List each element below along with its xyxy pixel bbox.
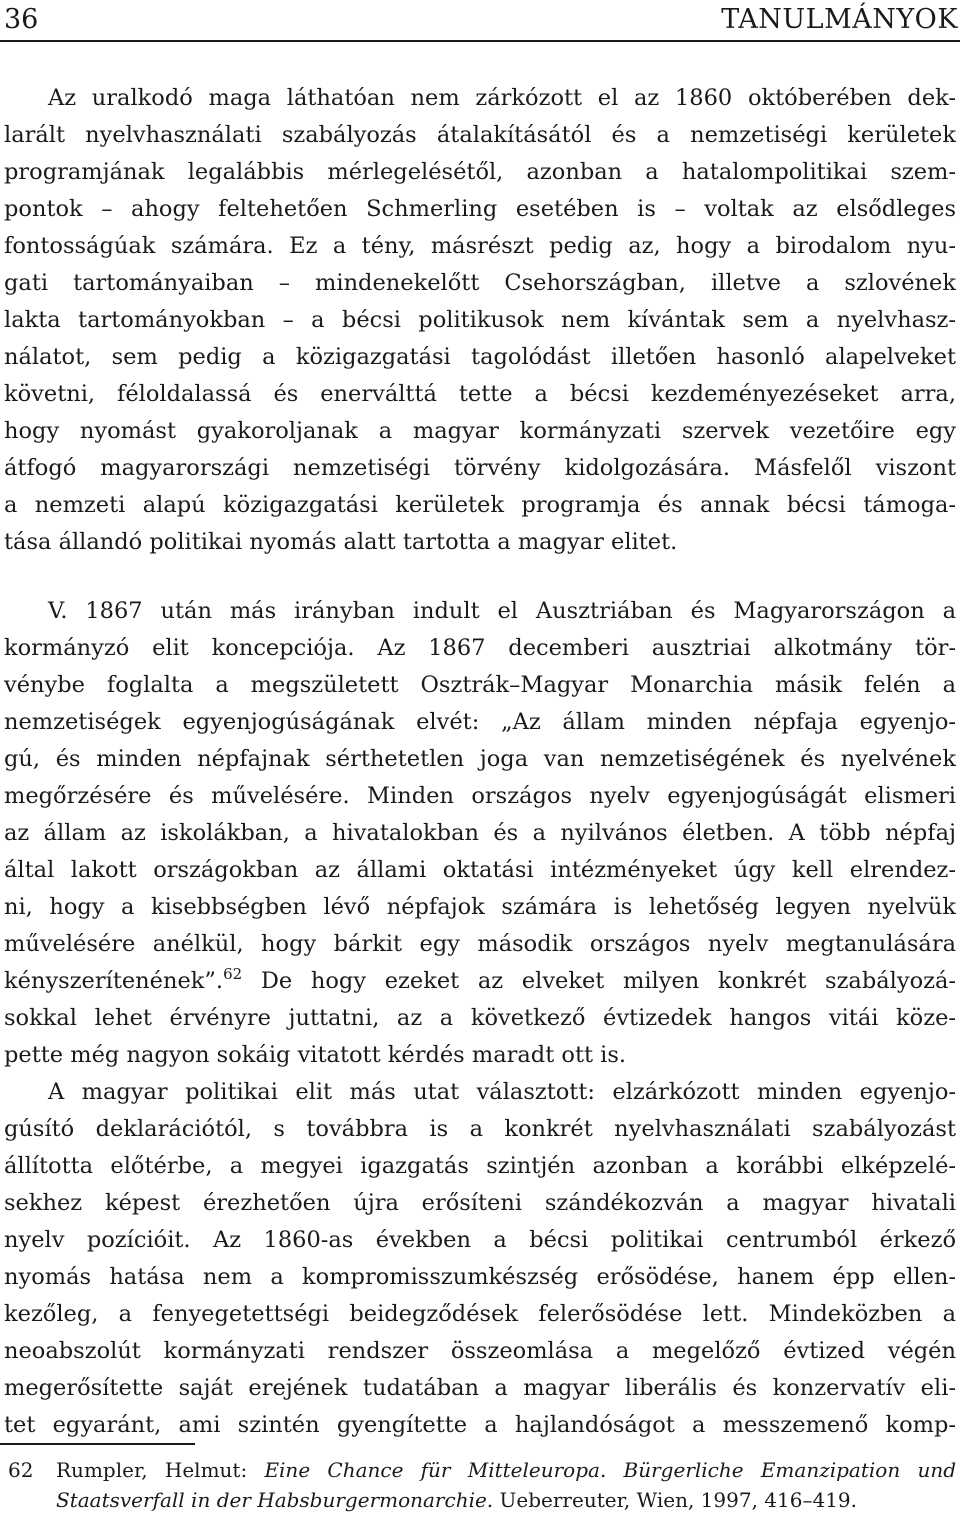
text-line: tet egyaránt, ami szintén gyengítette a hajlandóságot a messzemenő komp- <box>4 1412 956 1438</box>
text-line: vénybe foglalta a megszületett Osztrák–Magyar Monarchia másik felén a <box>4 672 956 698</box>
text-line: neoabszolút kormányzati rendszer összeomlása a megelőző évtized végén <box>4 1338 956 1364</box>
text-line: nálatot, sem pedig a közigazgatási tagolódást illetően hasonló alapelveket <box>4 344 956 370</box>
text-line: állította előtérbe, a megyei igazgatás szintjén azonban a korábbi elképzelé- <box>4 1153 956 1179</box>
footnote-rule <box>0 1443 195 1445</box>
text-line: lakta tartományokban – a bécsi politikusok nem kívántak sem a nyelvhasz- <box>4 307 956 333</box>
text-line: nemzetiségek egyenjogúságának elvét: „Az állam minden népfaja egyenjo- <box>4 709 956 735</box>
footnote-line <box>56 1455 956 1485</box>
text-line: megőrzésére és művelésére. Minden országos nyelv egyenjogúságát elismeri <box>4 783 956 809</box>
footnote-line <box>56 1485 857 1515</box>
text-line: követni, féloldalassá és enerválttá tette a bécsi kezdeményezéseket arra, <box>4 381 956 407</box>
section-heading-line: V. 1867 után más irányban indult el Ausztriában és Magyarországon a <box>48 598 956 624</box>
text-line: nyomás hatása nem a kompromisszumkészség erősödése, hanem épp ellen- <box>4 1264 956 1290</box>
running-head: TANULMÁNYOK <box>721 4 958 35</box>
text-line: sokkal lehet érvényre juttatni, az a következő évtizedek hangos vitái köze- <box>4 1005 956 1031</box>
text-line: gú, és minden népfajnak sérthetetlen joga van nemzetiségének és nyelvének <box>4 746 956 772</box>
footnote-number: 62 <box>8 1458 34 1482</box>
text-line: átfogó magyarországi nemzetiségi törvény kidolgozására. Másfelől viszont <box>4 455 956 481</box>
header-rule <box>0 40 960 42</box>
text-line: tása állandó politikai nyomás alatt tartotta a magyar elitet. <box>4 529 678 555</box>
text-line: pette még nagyon sokáig vitatott kérdés maradt ott is. <box>4 1042 627 1068</box>
page-number: 36 <box>4 4 39 35</box>
footnote-author: Rumpler, Helmut: <box>56 1458 265 1482</box>
text-line: kezőleg, a fenyegetettségi beidegződések felerősödése lett. Mindeközben a <box>4 1301 956 1327</box>
text-line: nyelv pozícióit. Az 1860-as években a bécsi politikai centrumból érkező <box>4 1227 956 1253</box>
text-line: larált nyelvhasználati szabályozás átalakításától és a nemzetiségi kerületek <box>4 122 956 148</box>
text-line: gúsító deklarációtól, s továbbra is a konkrét nyelvhasználati szabályozást <box>4 1116 956 1142</box>
text-line: pontok – ahogy feltehetően Schmerling esetében is – voltak az elsődleges <box>4 196 956 222</box>
text-span: kényszerítenének”. <box>4 968 224 994</box>
text-line: A magyar politikai elit más utat választott: elzárkózott minden egyenjo- <box>48 1079 956 1105</box>
text-line-with-footnote <box>4 963 956 999</box>
text-line: művelésére anélkül, hogy bárkit egy második országos nyelv megtanulására <box>4 931 956 957</box>
text-line: gati tartományaiban – mindenekelőtt Csehországban, illetve a szlovének <box>4 270 956 296</box>
footnote-title: Staatsverfall in der Habsburgermonarchie. <box>56 1488 494 1512</box>
text-line: által lakott országokban az állami oktatási intézményeket úgy kell elrendez- <box>4 857 956 883</box>
text-line: Az uralkodó maga láthatóan nem zárkózott el az 1860 októberében dek- <box>48 85 956 111</box>
text-span: De hogy ezeket az elveket milyen konkrét szabályozá- <box>242 968 956 994</box>
text-line: a nemzeti alapú közigazgatási kerületek programja és annak bécsi támoga- <box>4 492 956 518</box>
page-header <box>0 0 960 40</box>
footnote-ref[interactable]: 62 <box>223 965 243 983</box>
text-line: fontosságúak számára. Ez a tény, másrészt pedig az, hogy a birodalom nyu- <box>4 233 956 259</box>
footnote-title: Eine Chance für Mitteleuropa. Bürgerliche Emanzipation und <box>264 1458 957 1482</box>
text-line: az állam az iskolákban, a hivatalokban és a nyilvános életben. A több népfaj <box>4 820 956 846</box>
text-line: programjának legalábbis mérlegelésétől, azonban a hatalompolitikai szem- <box>4 159 956 185</box>
footnote-publisher: Ueberreuter, Wien, 1997, 416–419. <box>493 1488 857 1512</box>
text-line: hogy nyomást gyakoroljanak a magyar kormányzati szervek vezetőire egy <box>4 418 956 444</box>
text-line: sekhez képest érezhetően újra erősíteni szándékozván a magyar hivatali <box>4 1190 956 1216</box>
text-line: ni, hogy a kisebbségben lévő népfajok számára is lehetőség legyen nyelvük <box>4 894 956 920</box>
text-line: kormányzó elit koncepciója. Az 1867 decemberi ausztriai alkotmány tör- <box>4 635 956 661</box>
text-line: megerősítette saját erejének tudatában a magyar liberális és konzervatív eli- <box>4 1375 956 1401</box>
